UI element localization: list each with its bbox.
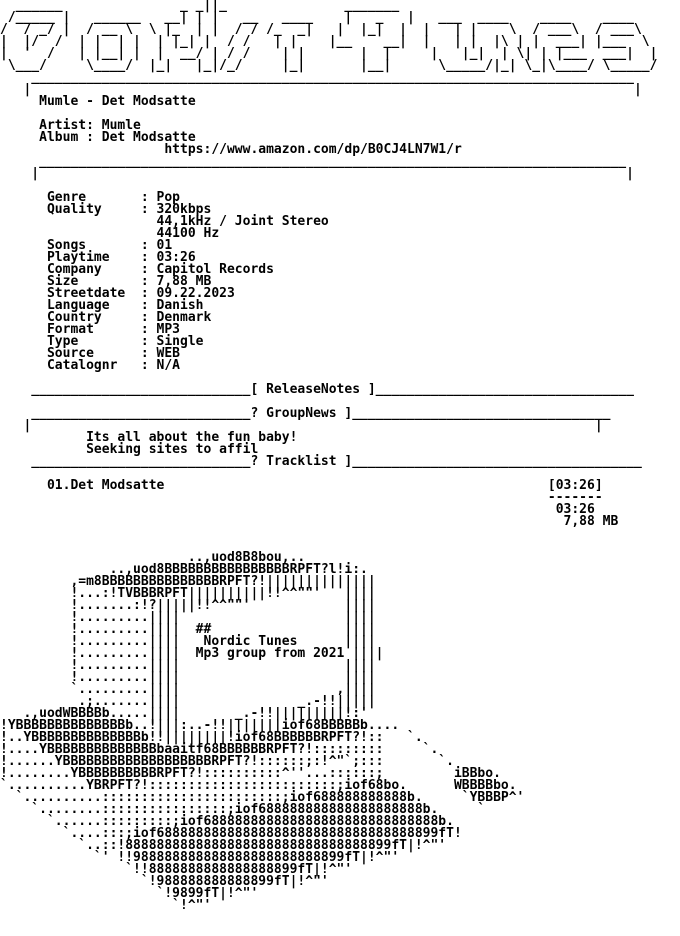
header-box-top: _____________________________________________________________________________ | | [23, 70, 642, 97]
info-quality: Quality : 320kbps [0, 202, 212, 217]
info-genre: Genre : Pop [0, 190, 181, 205]
release-title: Mumle - Det Modsatte [0, 94, 196, 109]
release-notes-header: ____________________________[ ReleaseNotes ]_________________________________ [0, 382, 634, 397]
info-streetdate: Streetdate : 09.22.2023 [0, 286, 235, 301]
info-quality-hz: 44100 Hz [0, 226, 220, 241]
info-company: Company : Capitol Records [0, 262, 274, 277]
track-separator: ------- [0, 490, 603, 505]
group-news-line: Seeking sites to affil [0, 442, 259, 457]
group-news-line: Its all about the fun baby! [0, 430, 298, 445]
amazon-url: https://www.amazon.com/dp/B0CJ4LN7W1/r [0, 142, 462, 157]
logo-banner: ______ _ _||_ _______ /_____ | ______ __| | | __ ____ | _ | ___ ____ ____ ____ / / _/ | / __ \ \ |_ | | / / /_ _| | |_| | | | | \ / ___\ / ___\ | |/ / | | | | | |_| | / / | | |__ __| | | | |\ | | ___| |___ \ | ' / | |__| | | __/ | / / | | | | | |_| | \| | |___ ___| | \___/ \____/ |_| |_|/_/ |_| |__| \_____/|_| \_|\____/ \_____/ [0, 0, 658, 73]
total-size: 7,88 MB [0, 514, 619, 529]
artist-line: Artist: Mumle [0, 118, 141, 133]
track-row: 01.Det Modsatte [03:26] [0, 478, 603, 493]
tracklist-header: ____________________________? Tracklist ]_____________________________________ [0, 454, 642, 469]
total-playtime: 03:26 [0, 502, 595, 517]
info-box-top: ___________________________________________________________________________ | | [31, 154, 634, 181]
group-news-header: ____________________________? GroupNews ]_________________________________ | | [23, 406, 611, 433]
info-playtime: Playtime : 03:26 [0, 250, 196, 265]
album-line: Album : Det Modsatte [0, 130, 196, 145]
info-quality-rate: 44,1kHz / Joint Stereo [0, 214, 329, 229]
info-format: Format : MP3 [0, 322, 181, 337]
info-catalognr: Catalognr : N/A [0, 358, 181, 373]
info-country: Country : Denmark [0, 310, 212, 325]
info-type: Type : Single [0, 334, 204, 349]
info-size: Size : 7,88 MB [0, 274, 212, 289]
info-language: Language : Danish [0, 298, 204, 313]
info-songs: Songs : 01 [0, 238, 173, 253]
info-source: Source : WEB [0, 346, 181, 361]
ascii-art-monitor: ..,uod8B8bou,.. ..,uod8BBBBBBBBBBBBBBBBRPFT?l!i:. ,=m8BBBBBBBBBBBBBBBRPFT?!|||||||||||||| !...:!TVBBBRPFT||||||||||!!^^""' |||| !.......:!?|||||!!^^""' |||| !.........|||| |||| !.........|||| ## |||| !.........|||| Nordic Tunes |||| !.........|||| Mp3 group from 2021 |||| !.........|||| |||| !.........|||| |||| `.........|||| ,|||| .;.......|||| _.-!!||||| .,uodWBBBBb.....|||| _.-!!|||||||||!:' !YBBBBBBBBBBBBBBb..!|||:..-!!|||||||iof68BBBBBb.... !..YBBBBBBBBBBBBBBb!!||||||||!iof68BBBBBBRPFT?!:: `. !....YBBBBBBBBBBBBBBbaaitf68BBBBBBRPFT?!::::::::: `. !......YBBBBBBBBBBBBBBBBBBBRPFT?!::::::;:!^"`;::: `. !........YBBBBBBBBBBRPFT?!::::::::::^''...::::::; iBBbo. `..........YBRPFT?!::::::::::::::::::::::::;iof68bo. WBBBBbo. `..........:::::::::::::::::::::::;iof688888888888b. `YBBBP^' `........::::::::::::::::;iof688888888888888888888b. ` `......:::::::::;iof688888888888888888888888888888b. `....:::;iof688888888888888888888888888888888899fT! `..::!8888888888888888888888888888888899fT|!^"' `' !!988888888888888888888888899fT|!^"' `!!8888888888888888899fT|!^"' `!988888888888899fT|!^"' `!9899fT|!^"' `!^"' [0, 550, 525, 913]
